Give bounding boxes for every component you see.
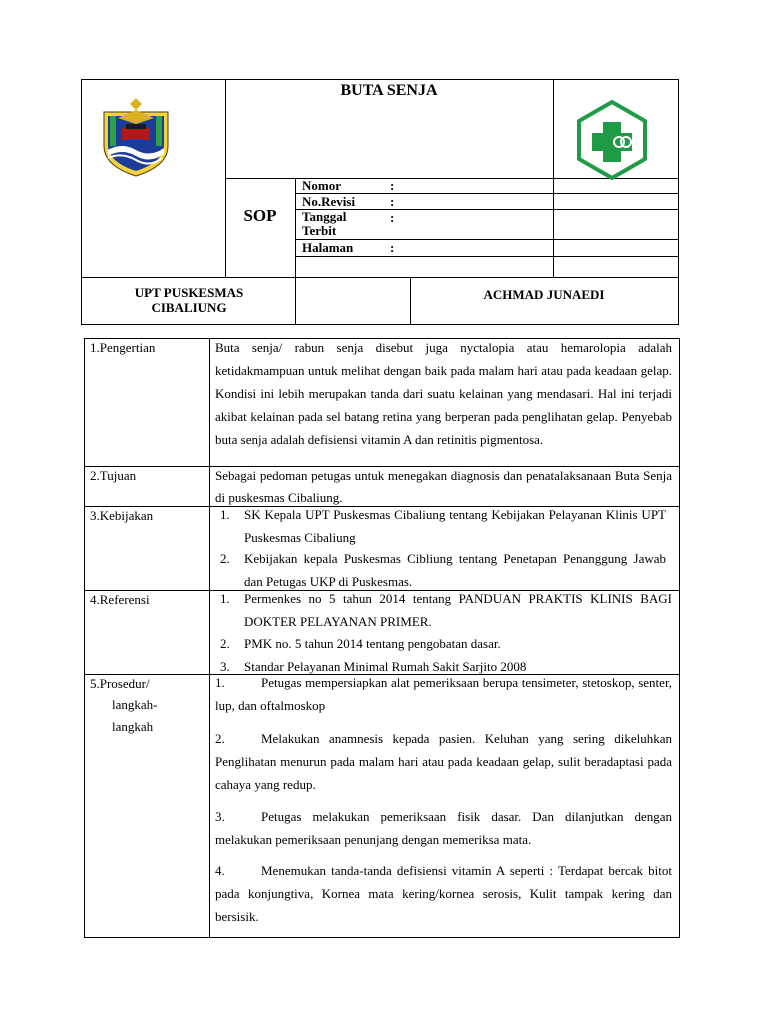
signatory-name: ACHMAD JUNAEDI bbox=[483, 287, 605, 302]
sop-label: SOP bbox=[243, 206, 277, 225]
meta-sep-halaman: : bbox=[390, 240, 395, 255]
kebijakan-text-1: SK Kepala UPT Puskesmas Cibaliung tentang Kebijakan Pelayanan Klinis UPT Puskesmas Cibaliung bbox=[244, 507, 666, 545]
prosedur-text-4: Menemukan tanda-tanda defisiensi vitamin A seperti : Terdapat bercak bitot pada konjungtiva, Kornea mata kering/kornea serosis, Kulit tampak kering dan bersisik. bbox=[215, 863, 672, 924]
meta-label-nomor: Nomor bbox=[302, 178, 341, 193]
prosedur-num-2: 2. bbox=[215, 731, 225, 746]
puskesmas-logo-icon bbox=[572, 100, 652, 180]
prosedur-text-2: Melakukan anamnesis kepada pasien. Keluhan yang sering dikeluhkan Penglihatan menurun pada malam hari atau pada keadaan gelap, sulit beradaptasi pada cahaya yang redup. bbox=[215, 731, 672, 792]
label-tujuan: 2.Tujuan bbox=[90, 468, 137, 483]
kebijakan-text-2: Kebijakan kepala Puskesmas Cibliung tentang Penetapan Penanggung Jawab dan Petugas UKP di Puskesmas. bbox=[244, 551, 666, 589]
prosedur-text-1: Petugas mempersiapkan alat pemeriksaan berupa tensimeter, stetoskop, senter, lup, dan oftalmoskop bbox=[215, 675, 672, 713]
prosedur-text-3: Petugas melakukan pemeriksaan fisik dasar. Dan dilanjutkan dengan melakukan pemeriksaan penunjang dengan memeriksa mata. bbox=[215, 809, 672, 847]
text-tujuan: Sebagai pedoman petugas untuk menegakan diagnosis dan penatalaksanaan Buta Senja di puskesmas Cibaliung. bbox=[215, 468, 672, 505]
referensi-num-3: 3. bbox=[220, 659, 230, 674]
label-prosedur-3: langkah bbox=[112, 719, 154, 734]
meta-sep-nomor: : bbox=[390, 178, 395, 193]
prosedur-step-4 bbox=[215, 859, 672, 928]
text-pengertian: Buta senja/ rabun senja disebut juga nyctalopia atau hemarolopia adalah ketidakmampuan untuk melihat dengan baik pada malam hari atau pada keadaan gelap. Kondisi ini lebih merupakan tanda dari suatu kelainan yang mendasari. Hal ini terjadi akibat kelainan pada sel batang retina yang berperan pada penglihatan gelap. Penyebab buta senja adalah defisiensi vitamin A dan retinitis pigmentosa. bbox=[215, 340, 672, 447]
referensi-text-3: Standar Pelayanan Minimal Rumah Sakit Sarjito 2008 bbox=[244, 659, 527, 674]
prosedur-num-4: 4. bbox=[215, 863, 225, 878]
meta-sep-tanggal: : bbox=[390, 210, 395, 225]
meta-label-revisi: No.Revisi bbox=[302, 194, 356, 209]
referensi-text-2: PMK no. 5 tahun 2014 tentang pengobatan dasar. bbox=[244, 636, 501, 651]
referensi-num-1: 1. bbox=[220, 591, 230, 606]
referensi-text-1: Permenkes no 5 tahun 2014 tentang PANDUAN PRAKTIS KLINIS BAGI DOKTER PELAYANAN PRIMER. bbox=[244, 591, 672, 629]
meta-label-tanggal: Tanggal Terbit bbox=[302, 209, 347, 238]
regency-crest-icon bbox=[100, 98, 172, 178]
prosedur-num-3: 3. bbox=[215, 809, 225, 824]
kebijakan-num-1: 1. bbox=[220, 507, 230, 522]
referensi-num-2: 2. bbox=[220, 636, 230, 651]
label-referensi: 4.Referensi bbox=[90, 592, 150, 607]
meta-sep-revisi: : bbox=[390, 194, 395, 209]
prosedur-step-1 bbox=[215, 671, 672, 717]
label-prosedur-1: 5.Prosedur/ bbox=[90, 676, 150, 691]
org-name: UPT PUSKESMAS CIBALIUNG bbox=[134, 285, 244, 315]
label-kebijakan: 3.Kebijakan bbox=[90, 508, 154, 523]
label-pengertian: 1.Pengertian bbox=[90, 340, 156, 355]
prosedur-step-2 bbox=[215, 727, 672, 796]
prosedur-step-3 bbox=[215, 805, 672, 851]
meta-label-halaman: Halaman bbox=[302, 240, 354, 255]
document-title: BUTA SENJA bbox=[340, 82, 438, 99]
prosedur-num-1: 1. bbox=[215, 675, 225, 690]
kebijakan-num-2: 2. bbox=[220, 551, 230, 566]
label-prosedur-2: langkah- bbox=[112, 697, 158, 712]
